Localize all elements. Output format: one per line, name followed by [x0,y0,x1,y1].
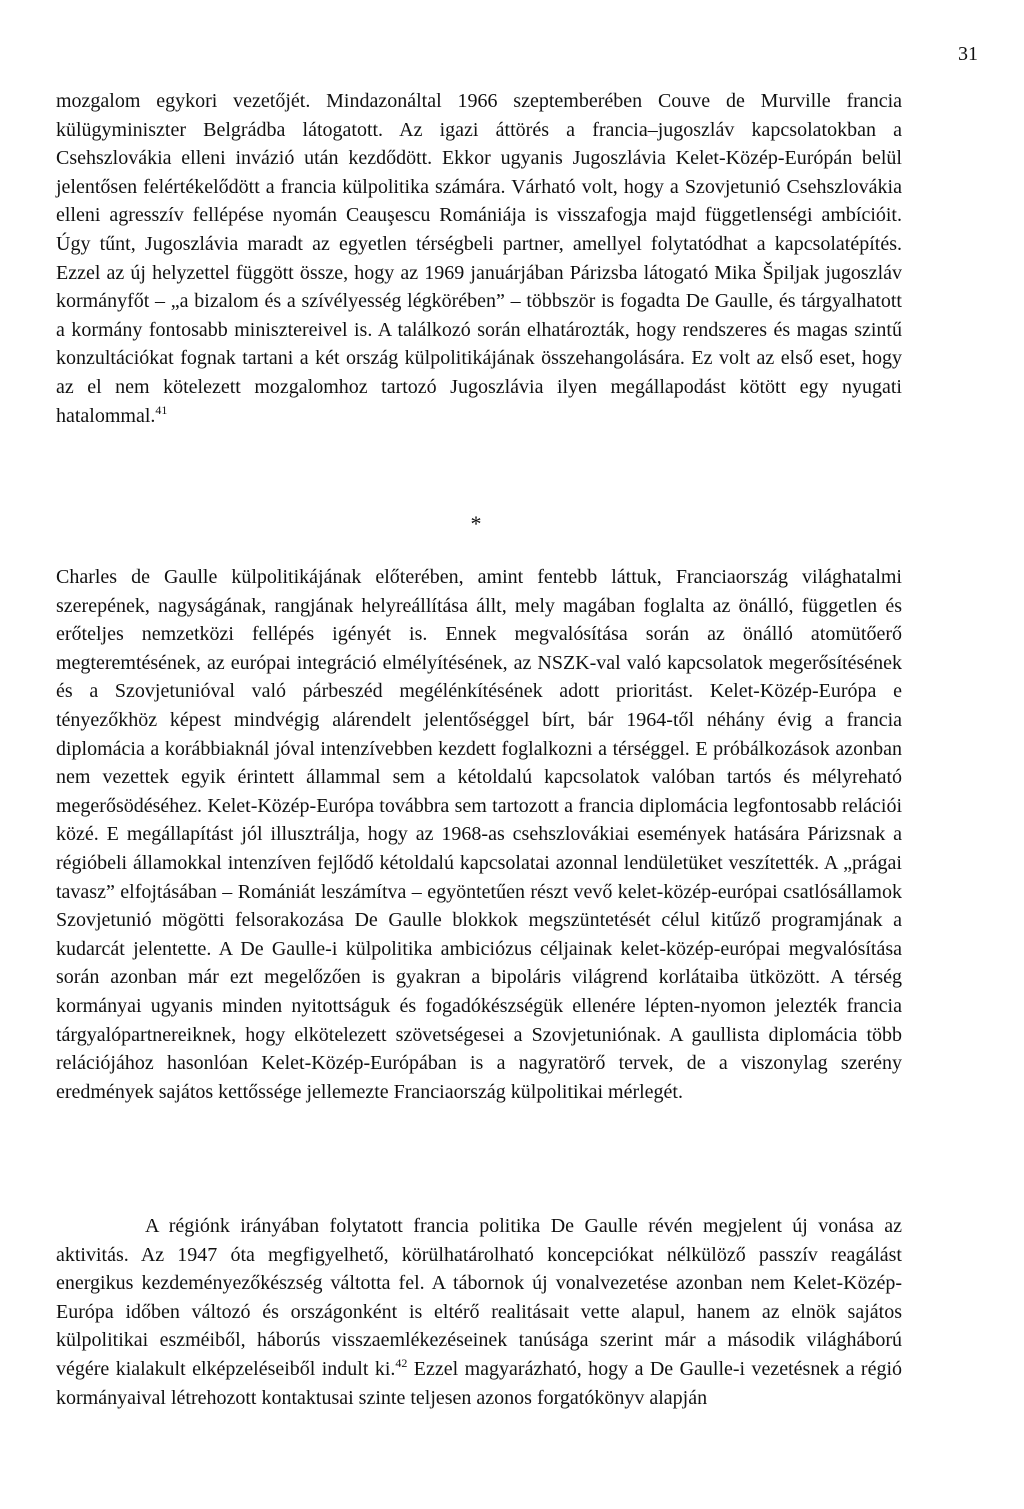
footnote-ref-41[interactable]: 41 [155,402,168,417]
paragraph-1-text: mozgalom egykori vezetőjét. Mindazonáltal 1966 szeptemberében Couve de Murville francia külügyminiszter Belgrádba látogatott. Az igazi áttörés a francia–jugoszláv kapcsolatokban a Csehszlovákia elleni invázió után kezdődött. Ekkor ugyanis Jugoszlávia Kelet-Közép-Európán belül jelentősen felértékelődött a francia külpolitika számára. Várható volt, hogy a Szovjetunió Csehszlovákia elleni agresszív fellépése nyomán Ceauşescu Romániája is visszafogja majd függetlenségi ambícióit. Úgy tűnt, Jugoszlávia maradt az egyetlen térségbeli partner, amellyel folytatódhat a kapcsolatépítés. Ezzel az új helyzettel függött össze, hogy az 1969 januárjában Párizsba látogató Mika Špiljak jugoszláv kormányfőt – „a bizalom és a szívélyesség légkörében” – többször is fogadta De Gaulle, és tárgyalhatott a kormány fontosabb minisztereivel is. A találkozó során elhatározták, hogy rendszeres és magas szintű konzultációkat fognak tartani a két ország külpolitikájának összehangolására. Ez volt az első eset, hogy az el nem kötelezett mozgalomhoz tartozó Jugoszlávia ilyen megállapodást kötött egy nyugati hatalommal. [56,90,902,427]
page-number: 31 [958,43,978,65]
paragraph-3 [56,1212,902,1412]
paragraph-2-text: Charles de Gaulle külpolitikájának előterében, amint fentebb láttuk, Franciaország világhatalmi szerepének, nagyságának, rangjának helyreállítása állt, mely magában foglalta az önálló, független és erőteljes nemzetközi fellépés igényét is. Ennek megvalósítása során az önálló atomütőerő megteremtésének, az európai integráció elmélyítésének, az NSZK-val való kapcsolatok megerősítésének és a Szovjetunióval való párbeszéd megélénkítésének adott prioritást. Kelet-Közép-Európa e tényezőkhöz képest mindvégig alárendelt jelentőséggel bírt, bár 1964-től néhány évig a francia diplomácia a korábbiaknál jóval intenzívebben kezdett foglalkozni a térséggel. E próbálkozások azonban nem vezettek egyik érintett állammal sem a kétoldalú kapcsolatok valóban tartós és mélyreható megerősödéséhez. Kelet-Közép-Európa továbbra sem tartozott a francia diplomácia legfontosabb relációi közé. E megállapítást jól illusztrálja, hogy az 1968-as csehszlovákiai események hatására Párizsnak a régióbeli államokkal intenzíven fejlődő kétoldalú kapcsolatai azonnal lendületüket veszítették. A „prágai tavasz” elfojtásában – Romániát leszámítva – egyöntetűen részt vevő kelet-közép-európai csatlósállamok Szovjetunió mögötti felsorakozása De Gaulle blokkok megszüntetését célul kitűző programjának a kudarcát jelentette. A De Gaulle-i külpolitika ambiciózus céljainak kelet-közép-európai megvalósítása során azonban már ezt megelőzően is gyakran a bipoláris világrend korlátaiba ütközött. A térség kormányai ugyanis minden nyitottságuk és fogadókészségük ellenére lépten-nyomon jelezték francia tárgyalópartnereiknek, hogy elkötelezett szövetségesei a Szovjetuniónak. A gaullista diplomácia több relációjához hasonlóan Kelet-Közép-Európában is a nagyratörő tervek, de a viszonylag szerény eredmények sajátos kettőssége jellemezte Franciaország külpolitikai mérlegét. [56,566,902,1103]
footnote-ref-42[interactable]: 42 [395,1355,408,1370]
paragraph-1 [56,87,902,430]
paragraph-3-text-a: A régiónk irányában folytatott francia politika De Gaulle révén megjelent új vonása az aktivitás. Az 1947 óta megfigyelhető, körülhatárolható koncepciókat nélkülöző passzív reagálást energikus kezdeményezőkészség váltotta fel. A tábornok új vonalvezetése azonban nem Kelet-Közép-Európa időben változó és országonként is eltérő realitásait vette alapul, hanem az elnök sajátos külpolitikai eszméiből, háborús visszaemlékezéseinek tanúsága szerint már a második világháború végére kialakult elképzeléseiből indult ki. [56,1215,902,1380]
section-separator: * [470,511,482,536]
paragraph-2 [56,563,902,1106]
paragraph-3-text-b: Ezzel magyarázható, hogy a De Gaulle-i vezetésnek a régió kormányaival létrehozott kontaktusai szinte teljesen azonos forgatókönyv alapján [56,1357,902,1409]
